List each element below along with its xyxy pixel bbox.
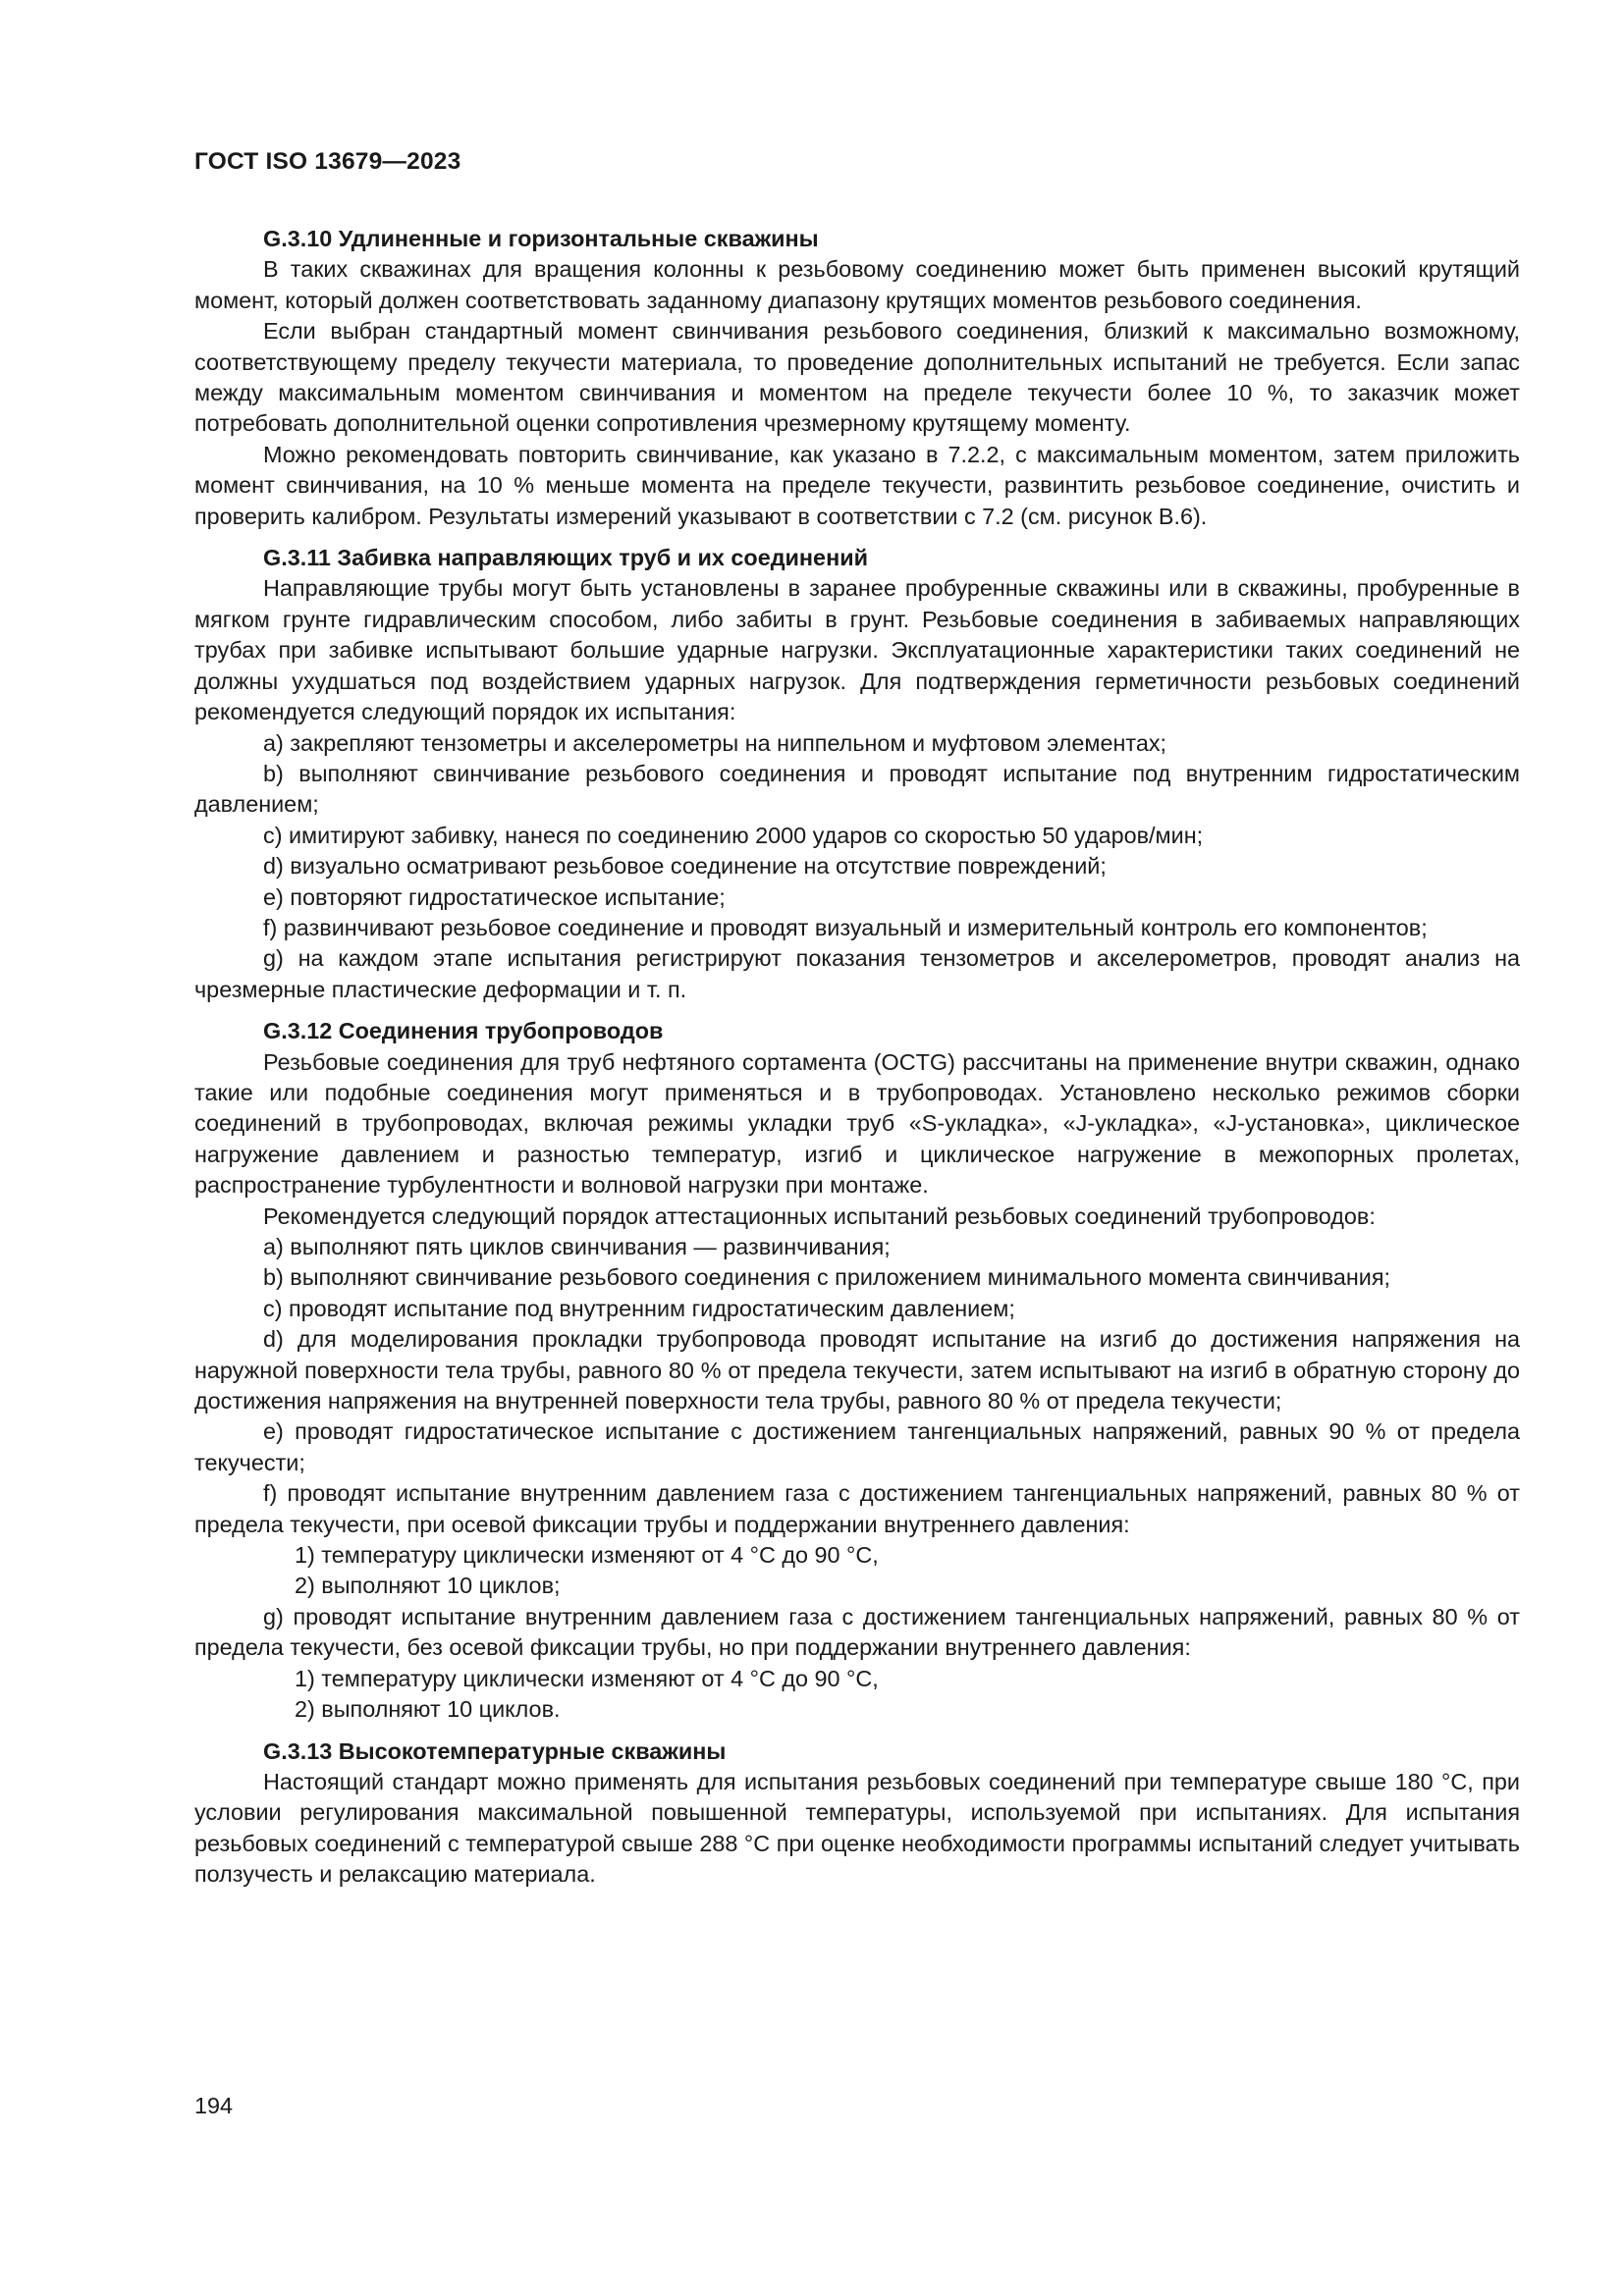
paragraph: Если выбран стандартный момент свинчивания резьбового соединения, близкий к максимально возможному, соответствующему пределу текучести материала, то проведение дополнительных испытаний не требуется. Если запас между максимальным моментом свинчивания и моментом на пределе текучести более 10 %, то заказчик может потребовать дополнительной оценки сопротивления чрезмерному крутящему моменту. — [194, 318, 1520, 437]
section-heading: G.3.11 Забивка направляющих труб и их соединений — [263, 545, 868, 571]
list-item: f) развинчивают резьбовое соединение и проводят визуальный и измерительный контроль его компонентов; — [263, 914, 1428, 940]
section-heading: G.3.10 Удлиненные и горизонтальные скважины — [263, 226, 819, 251]
paragraph: Рекомендуется следующий порядок аттестационных испытаний резьбовых соединений трубопроводов: — [263, 1202, 1376, 1229]
sub-list-item: 1) температуру циклически изменяют от 4 °С до 90 °С, — [295, 1542, 879, 1569]
document-title: ГОСТ ISO 13679—2023 — [194, 148, 461, 175]
list-item: f) проводят испытание внутренним давлением газа с достижением тангенциальных напряжений, равных 80 % от предела текучести, при осевой фиксации трубы и поддержании внутреннего давления: — [194, 1480, 1520, 1537]
list-item: g) на каждом этапе испытания регистрируют показания тензометров и акселерометров, проводят анализ на чрезмерные пластические деформации и т. п. — [194, 945, 1520, 1002]
section-heading: G.3.12 Соединения трубопроводов — [263, 1018, 664, 1044]
list-item: b) выполняют свинчивание резьбового соединения с приложением минимального момента свинчивания; — [263, 1264, 1391, 1291]
paragraph: В таких скважинах для вращения колонны к резьбовому соединению может быть применен высокий крутящий момент, который должен соответствовать заданному диапазону крутящих моментов резьбового соединения. — [194, 256, 1520, 313]
list-item: a) закрепляют тензометры и акселерометры на ниппельном и муфтовом элементах; — [263, 729, 1167, 756]
sub-list-item: 2) выполняют 10 циклов; — [295, 1573, 561, 1599]
list-item: b) выполняют свинчивание резьбового соединения и проводят испытание под внутренним гидростатическим давлением; — [194, 760, 1520, 818]
list-item: d) для моделирования прокладки трубопровода проводят испытание на изгиб до достижения напряжения на наружной поверхности тела трубы, равного 80 % от предела текучести, затем испытывают на изгиб в обратную сторону до достижения напряжения на внутренней поверхности тела трубы, равного 80 % от предела текучести; — [194, 1326, 1520, 1415]
paragraph: Можно рекомендовать повторить свинчивание, как указано в 7.2.2, с максимальным моментом, затем приложить момент свинчивания, на 10 % меньше момента на пределе текучести, развинтить резьбовое соединение, очистить и проверить калибром. Результаты измерений указывают в соответствии с 7.2 (см. рисунок В.6). — [194, 441, 1520, 529]
sub-list-item: 1) температуру циклически изменяют от 4 °С до 90 °С, — [295, 1665, 879, 1691]
list-item: a) выполняют пять циклов свинчивания — развинчивания; — [263, 1234, 891, 1259]
document-body — [194, 224, 1520, 1891]
paragraph: Резьбовые соединения для труб нефтяного сортамента (OCTG) рассчитаны на применение внутри скважин, однако такие или подобные соединения могут применяться и в трубопроводах. Установлено несколько режимов сборки соединений в трубопроводах, включая режимы укладки труб «S-укладка», «J-укладка», «J-установка», циклическое нагружение давлением и разностью температур, изгиб и циклическое нагружение в межопорных пролетах, распространение турбулентности и волновой нагрузки при монтаже. — [194, 1048, 1520, 1199]
paragraph: Направляющие трубы могут быть установлены в заранее пробуренные скважины или в скважины, пробуренные в мягком грунте гидравлическим способом, либо забиты в грунт. Резьбовые соединения в забиваемых направляющих трубах при забивке испытывают большие ударные нагрузки. Эксплуатационные характеристики таких соединений не должны ухудшаться под воздействием ударных нагрузок. Для подтверждения герметичности резьбовых соединений рекомендуется следующий порядок их испытания: — [194, 575, 1520, 725]
sub-list-item: 2) выполняют 10 циклов. — [295, 1696, 561, 1723]
list-item: c) имитируют забивку, нанеся по соединению 2000 ударов со скоростью 50 ударов/мин; — [263, 822, 1204, 848]
list-item: e) повторяют гидростатическое испытание; — [263, 883, 726, 910]
section-heading: G.3.13 Высокотемпературные скважины — [263, 1737, 727, 1764]
list-item: g) проводят испытание внутренним давлением газа с достижением тангенциальных напряжений, равных 80 % от предела текучести, без осевой фиксации трубы, но при поддержании внутреннего давления: — [194, 1603, 1520, 1661]
page-number: 194 — [194, 2093, 234, 2118]
list-item: e) проводят гидростатическое испытание с достижением тангенциальных напряжений, равных 90 % от предела текучести; — [194, 1418, 1520, 1475]
list-item: c) проводят испытание под внутренним гидростатическим давлением; — [263, 1295, 1015, 1321]
paragraph: Настоящий стандарт можно применять для испытания резьбовых соединений при температуре свыше 180 °С, при условии регулирования максимальной повышенной температуры, используемой при испытаниях. Для испытания резьбовых соединений с температурой свыше 288 °С при оценке необходимости программы испытаний следует учитывать ползучесть и релаксацию материала. — [194, 1768, 1520, 1888]
list-item: d) визуально осматривают резьбовое соединение на отсутствие повреждений; — [263, 853, 1107, 880]
